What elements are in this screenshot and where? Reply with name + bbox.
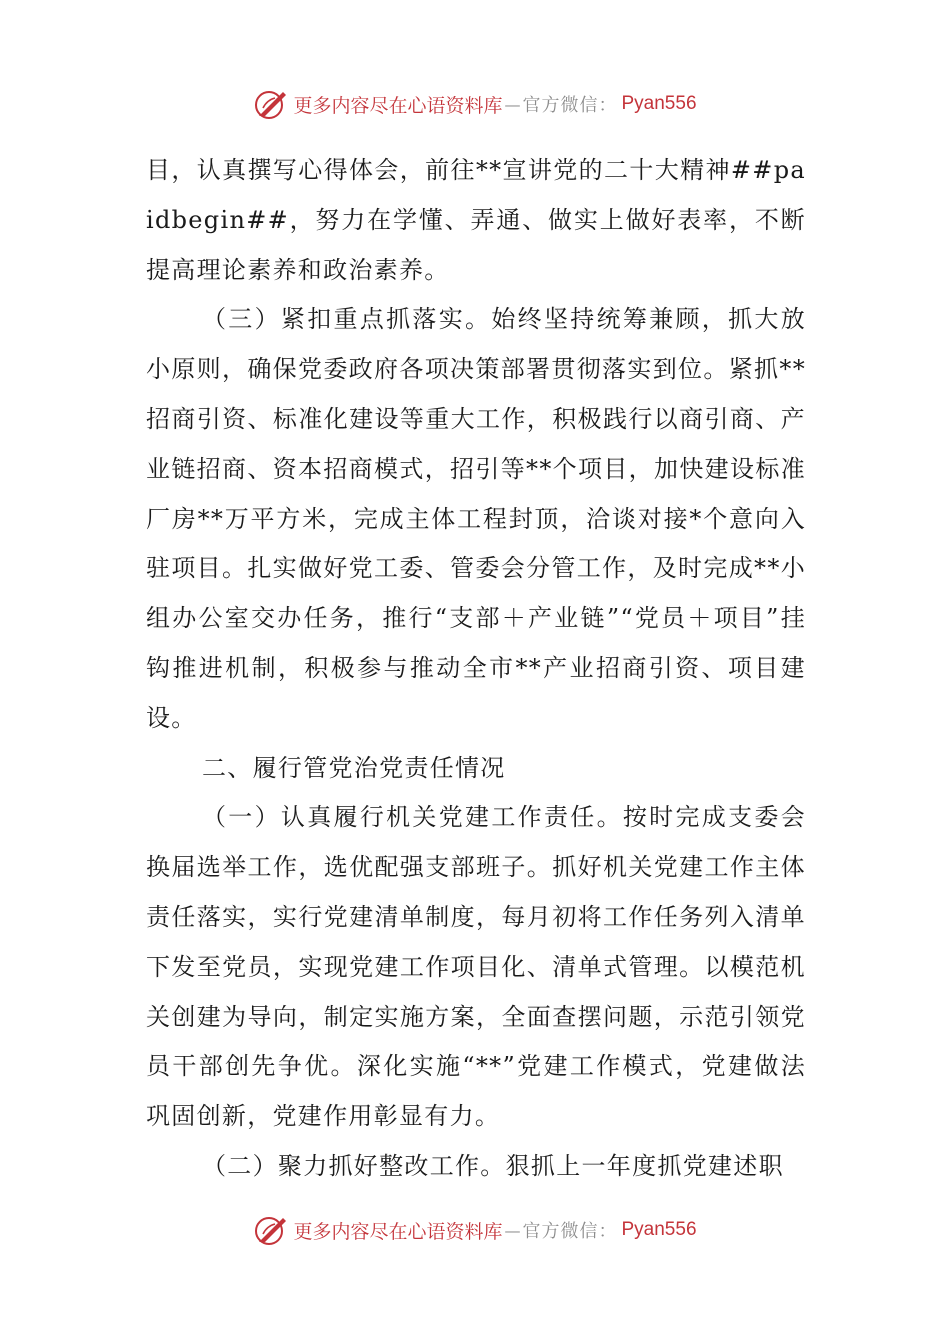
paragraph-continuation: 目，认真撰写心得体会，前往**宣讲党的二十大精神##paidbegin##，努力在学懂、弄通、做实上做好表率，不断提高理论素养和政治素养。 [146, 156, 806, 284]
watermark-wechat-id: Pyan556 [621, 93, 697, 114]
quill-logo-icon [253, 1212, 289, 1248]
document-body [146, 146, 806, 1192]
paragraph-section-three: （三）紧扣重点抓落实。始终坚持统筹兼顾，抓大放小原则，确保党委政府各项决策部署贯彻落实到位。紧抓**招商引资、标准化建设等重大工作，积极践行以商引商、产业链招商、资本招商模式，招引等**个项目，加快建设标准厂房**万平方米，完成主体工程封顶，洽谈对接*个意向入驻项目。扎实做好党工委、管委会分管工作，及时完成**小组办公室交办任务，推行“支部＋产业链”“党员＋项目”挂钩推进机制，积极参与推动全市**产业招商引资、项目建设。 [146, 305, 806, 732]
paragraph-subsection-one: （一）认真履行机关党建工作责任。按时完成支委会换届选举工作，选优配强支部班子。抓好机关党建工作主体责任落实，实行党建清单制度，每月初将工作任务列入清单下发至党员，实现党建工作项目化、清单式管理。以模范机关创建为导向，制定实施方案，全面查摆问题，示范引领党员干部创先争优。深化实施“**”党建工作模式，党建做法巩固创新，党建作用彰显有力。 [146, 803, 806, 1131]
watermark-brand-text: 更多内容尽在心语资料库 [293, 1220, 503, 1243]
watermark-wechat-id: Pyan556 [621, 1219, 697, 1240]
watermark-separator: — [504, 1220, 521, 1240]
watermark-wechat-label: 官方微信： [522, 95, 618, 116]
watermark-wechat-label: 官方微信： [522, 1221, 618, 1242]
watermark-separator: — [504, 94, 521, 114]
section-heading: 二、履行管党治党责任情况 [202, 753, 506, 782]
quill-logo-icon [253, 86, 289, 122]
watermark-banner-top [0, 84, 950, 124]
paragraph-subsection-two: （二）聚力抓好整改工作。狠抓上一年度抓党建述职 [202, 1151, 784, 1180]
watermark-brand-text: 更多内容尽在心语资料库 [293, 94, 503, 117]
watermark-banner-bottom [0, 1210, 950, 1250]
